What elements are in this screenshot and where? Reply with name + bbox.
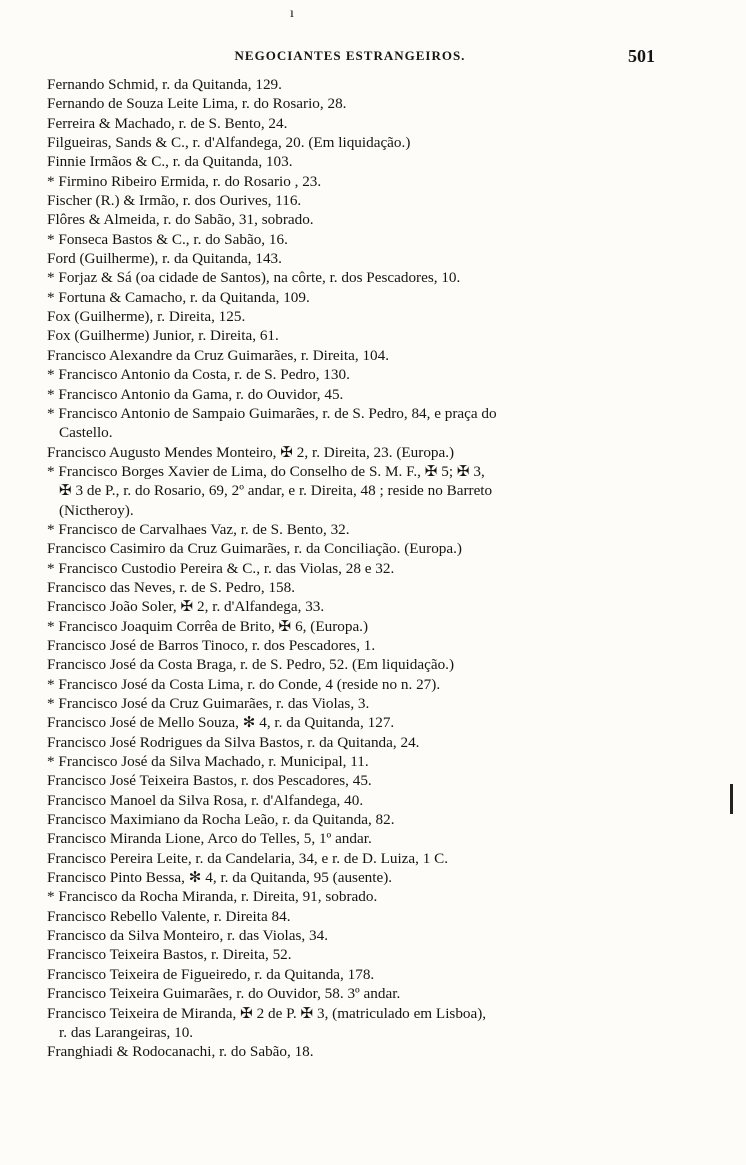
entry: Francisco Miranda Lione, Arco do Telles, 5, 1º andar. bbox=[47, 830, 372, 848]
entry: * Francisco Custodio Pereira & C., r. das Violas, 28 e 32. bbox=[47, 559, 395, 577]
page-header bbox=[0, 46, 746, 70]
entry: Filgueiras, Sands & C., r. d'Alfandega, 20. (Em liquidação.) bbox=[47, 134, 411, 152]
entry-continuation: Castello. bbox=[59, 424, 113, 442]
entry: Fernando de Souza Leite Lima, r. do Rosario, 28. bbox=[47, 95, 347, 113]
top-mark: ı bbox=[290, 6, 294, 21]
entry: * Firmino Ribeiro Ermida, r. do Rosario , 23. bbox=[47, 172, 322, 190]
entry: Fernando Schmid, r. da Quitanda, 129. bbox=[47, 76, 282, 93]
entry: * Fonseca Bastos & C., r. do Sabão, 16. bbox=[47, 230, 288, 248]
page-number: 501 bbox=[628, 46, 655, 66]
entry: Francisco José Teixeira Bastos, r. dos Pescadores, 45. bbox=[47, 772, 372, 790]
entry: Fox (Guilherme), r. Direita, 125. bbox=[47, 308, 246, 326]
entry: * Francisco José da Cruz Guimarães, r. das Violas, 3. bbox=[47, 695, 370, 712]
entry: * Francisco Antonio da Gama, r. do Ouvidor, 45. bbox=[47, 385, 344, 403]
entry: Finnie Irmãos & C., r. da Quitanda, 103. bbox=[47, 153, 293, 171]
entry-continuation: ✠ 3 de P., r. do Rosario, 69, 2º andar, e r. Direita, 48 ; reside no Barreto bbox=[59, 482, 493, 500]
entry: Ford (Guilherme), r. da Quitanda, 143. bbox=[47, 250, 282, 268]
entry: * Forjaz & Sá (oa cidade de Santos), na côrte, r. dos Pescadores, 10. bbox=[47, 269, 461, 287]
directory-entries bbox=[47, 75, 707, 1062]
entry: * Francisco José da Silva Machado, r. Municipal, 11. bbox=[47, 753, 369, 771]
entry: Francisco José de Mello Souza, ✻ 4, r. da Quitanda, 127. bbox=[47, 714, 395, 732]
entry-continuation: (Nictheroy). bbox=[59, 501, 134, 519]
entry: Flôres & Almeida, r. do Sabão, 31, sobrado. bbox=[47, 211, 314, 229]
entry: * Francisco Borges Xavier de Lima, do Conselho de S. M. F., ✠ 5; ✠ 3, bbox=[47, 462, 485, 480]
entry: * Francisco da Rocha Miranda, r. Direita, 91, sobrado. bbox=[47, 888, 378, 906]
entry-continuation: r. das Larangeiras, 10. bbox=[59, 1023, 194, 1041]
entry: Francisco Teixeira de Figueiredo, r. da Quitanda, 178. bbox=[47, 965, 375, 983]
entry: Francisco Teixeira Bastos, r. Direita, 52. bbox=[47, 946, 292, 964]
entry: * Francisco José da Costa Lima, r. do Conde, 4 (reside no n. 27). bbox=[47, 675, 441, 693]
entry: Francisco Teixeira de Miranda, ✠ 2 de P. ✠ 3, (matriculado em Lisboa), bbox=[47, 1004, 487, 1022]
entry: Francisco Teixeira Guimarães, r. do Ouvidor, 58. 3º andar. bbox=[47, 985, 401, 1003]
entry: * Francisco de Carvalhaes Vaz, r. de S. Bento, 32. bbox=[47, 520, 350, 538]
entry: Francisco da Silva Monteiro, r. das Violas, 34. bbox=[47, 927, 329, 945]
entry: Francisco João Soler, ✠ 2, r. d'Alfandega, 33. bbox=[47, 598, 325, 616]
entry: * Francisco Joaquim Corrêa de Brito, ✠ 6, (Europa.) bbox=[47, 617, 369, 635]
entry: Francisco Rebello Valente, r. Direita 84. bbox=[47, 907, 291, 925]
entry: Ferreira & Machado, r. de S. Bento, 24. bbox=[47, 114, 288, 132]
running-head: NEGOCIANTES ESTRANGEIROS. bbox=[234, 48, 466, 63]
entry: Francisco Pereira Leite, r. da Candelaria, 34, e r. de D. Luiza, 1 C. bbox=[47, 849, 449, 867]
entry: Francisco Alexandre da Cruz Guimarães, r. Direita, 104. bbox=[47, 346, 390, 364]
entry: * Francisco Antonio da Costa, r. de S. Pedro, 130. bbox=[47, 366, 350, 384]
entry: * Francisco Antonio de Sampaio Guimarães, r. de S. Pedro, 84, e praça do bbox=[47, 404, 497, 422]
entry: Fischer (R.) & Irmão, r. dos Ourives, 116. bbox=[47, 192, 302, 210]
entry: Francisco Augusto Mendes Monteiro, ✠ 2, r. Direita, 23. (Europa.) bbox=[47, 443, 455, 461]
entry: Francisco Manoel da Silva Rosa, r. d'Alfandega, 40. bbox=[47, 791, 364, 809]
entry: Francisco José da Costa Braga, r. de S. Pedro, 52. (Em liquidação.) bbox=[47, 656, 455, 674]
entry: Franghiadi & Rodocanachi, r. do Sabão, 18. bbox=[47, 1043, 314, 1061]
entry: * Fortuna & Camacho, r. da Quitanda, 109. bbox=[47, 288, 310, 306]
entry: Francisco Casimiro da Cruz Guimarães, r. da Conciliação. (Europa.) bbox=[47, 540, 462, 558]
entry: Francisco José Rodrigues da Silva Bastos, r. da Quitanda, 24. bbox=[47, 733, 420, 751]
entry: Francisco das Neves, r. de S. Pedro, 158. bbox=[47, 578, 296, 596]
entry: Francisco Pinto Bessa, ✻ 4, r. da Quitanda, 95 (ausente). bbox=[47, 869, 393, 887]
entry: Fox (Guilherme) Junior, r. Direita, 61. bbox=[47, 327, 279, 345]
entry: Francisco José de Barros Tinoco, r. dos Pescadores, 1. bbox=[47, 636, 376, 654]
page-edge-mark bbox=[730, 784, 733, 814]
entry: Francisco Maximiano da Rocha Leão, r. da Quitanda, 82. bbox=[47, 811, 395, 829]
